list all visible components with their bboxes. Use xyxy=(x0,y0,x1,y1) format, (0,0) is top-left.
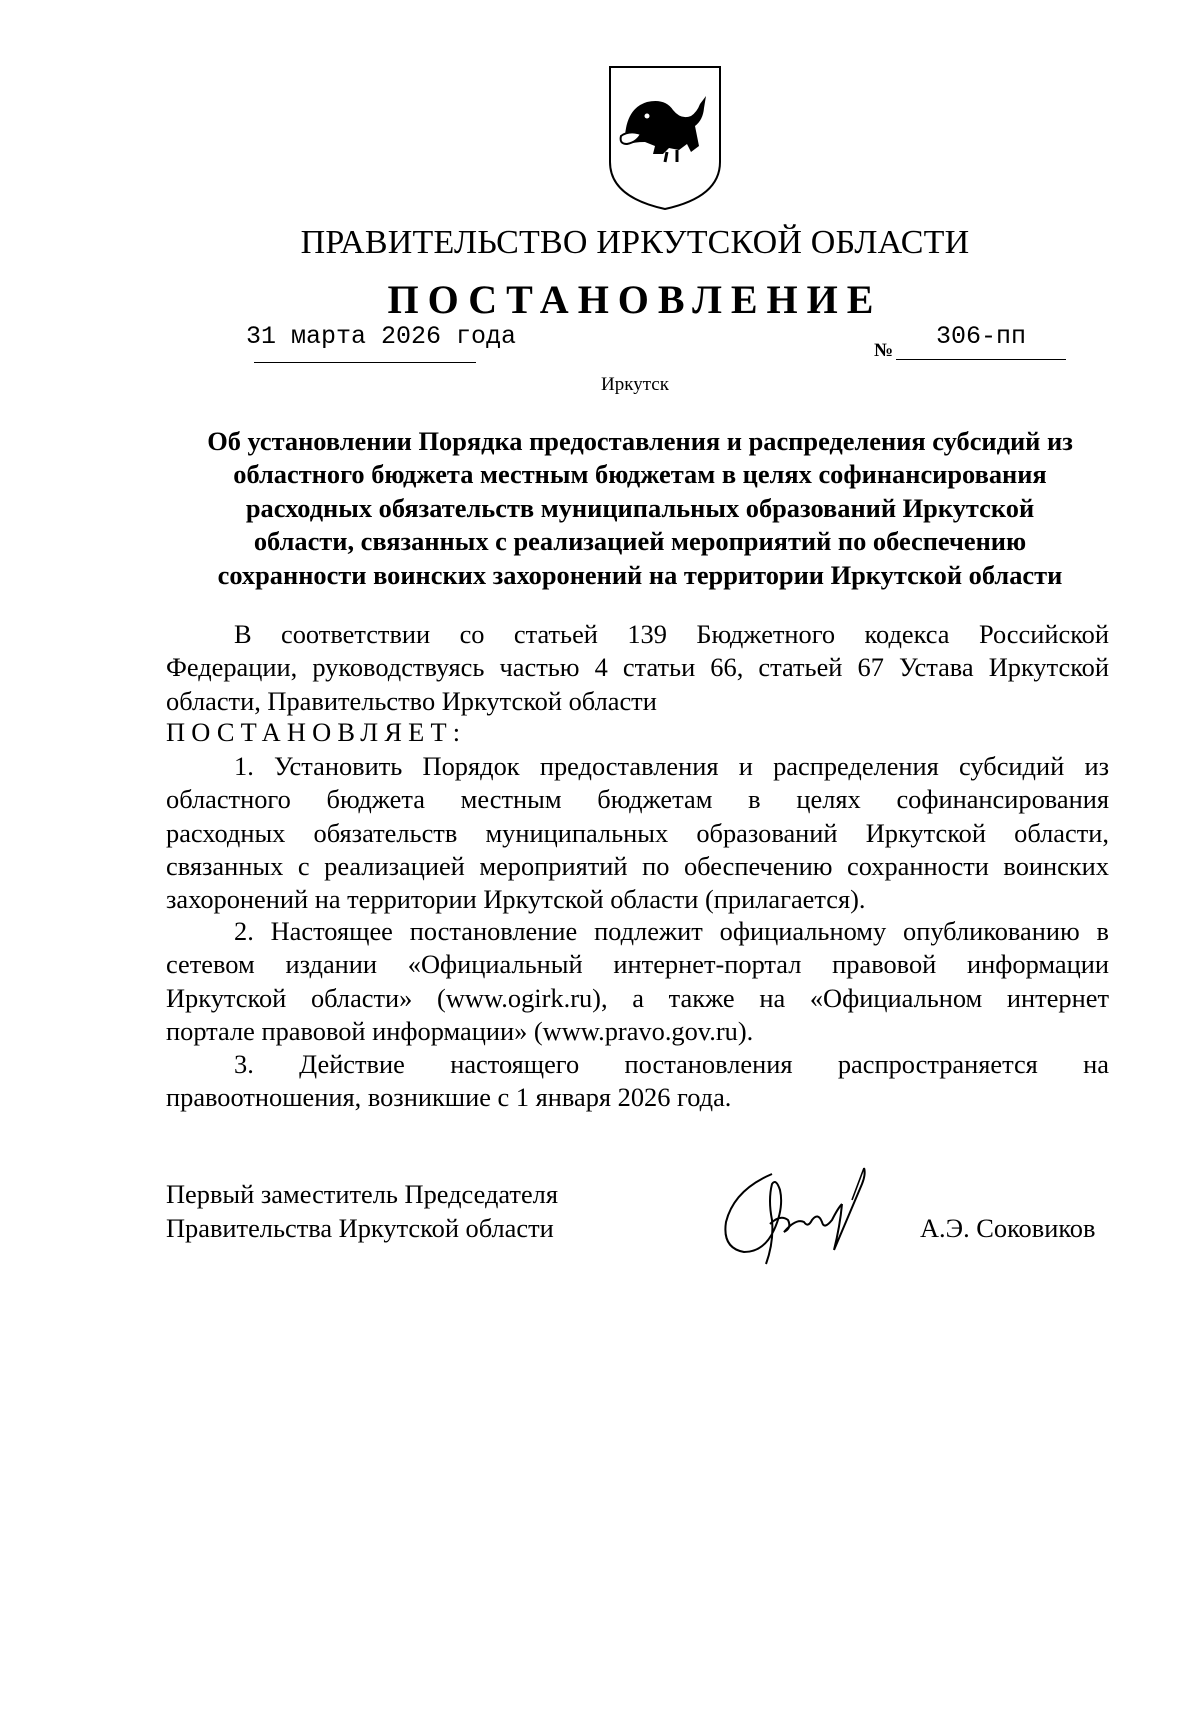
item-2-line: Иркутской области» (www.ogirk.ru), а также на «Официальном интернет xyxy=(166,982,1109,1013)
item-1-line: 1. Установить Порядок предоставления и распределения субсидий из xyxy=(234,751,1109,781)
item-1 xyxy=(166,750,1109,916)
handwritten-signature xyxy=(714,1160,934,1276)
item-2-line: 2. Настоящее постановление подлежит официальному опубликованию в xyxy=(234,916,1109,946)
preamble-line: Федерации, руководствуясь частью 4 статьи 66, статьей 67 Устава Иркутской xyxy=(166,652,1109,683)
city: Иркутск xyxy=(601,374,669,395)
title-line: областного бюджета местным бюджетам в целях софинансирования xyxy=(233,459,1047,490)
item-1-line: областного бюджета местным бюджетам в целях софинансирования xyxy=(166,784,1109,815)
signatory-position-line: Первый заместитель Председателя xyxy=(166,1179,558,1209)
preamble xyxy=(166,618,1109,718)
irkutsk-coat-of-arms-icon xyxy=(607,64,723,212)
item-3 xyxy=(166,1048,1109,1115)
resolves-heading: ПОСТАНОВЛЯЕТ: xyxy=(166,717,467,747)
government-name: ПРАВИТЕЛЬСТВО ИРКУТСКОЙ ОБЛАСТИ xyxy=(300,224,970,261)
item-2 xyxy=(166,915,1109,1048)
document-date: 31 марта 2026 года xyxy=(246,322,517,351)
document-type: ПОСТАНОВЛЕНИЕ xyxy=(387,277,883,322)
number-sign: № xyxy=(874,340,894,361)
signatory-position-line: Правительства Иркутской области xyxy=(166,1213,554,1243)
title-line: расходных обязательств муниципальных образований Иркутской xyxy=(245,492,1035,523)
document-title xyxy=(160,425,1120,592)
item-1-line: связанных с реализацией мероприятий по обеспечению сохранности воинских xyxy=(166,850,1109,881)
item-2-line: сетевом издании «Официальный интернет-портал правовой информации xyxy=(166,949,1109,980)
item-1-line: расходных обязательств муниципальных образований Иркутской области, xyxy=(166,817,1109,848)
title-line: области, связанных с реализацией мероприятий по обеспечению xyxy=(253,526,1027,557)
document-number: 306-пп xyxy=(936,322,1027,351)
signatory-name: А.Э. Соковиков xyxy=(920,1213,1096,1243)
title-line: Об установлении Порядка предоставления и распределения субсидий из xyxy=(207,426,1073,456)
date-underline xyxy=(254,362,476,363)
preamble-line: области, Правительство Иркутской области xyxy=(166,685,657,716)
preamble-line: В соответствии со статьей 139 Бюджетного кодекса Российской xyxy=(234,619,1109,649)
item-2-line: портале правовой информации» (www.pravo.gov.ru). xyxy=(166,1015,754,1046)
number-underline xyxy=(896,359,1066,360)
item-3-line: правоотношения, возникшие с 1 января 2026 года. xyxy=(166,1082,732,1113)
item-1-line: захоронений на территории Иркутской области (прилагается). xyxy=(166,884,866,915)
signatory-position xyxy=(166,1177,558,1245)
item-3-line: 3. Действие настоящего постановления распространяется на xyxy=(234,1049,1109,1079)
title-line: сохранности воинских захоронений на территории Иркутской области xyxy=(217,559,1063,590)
